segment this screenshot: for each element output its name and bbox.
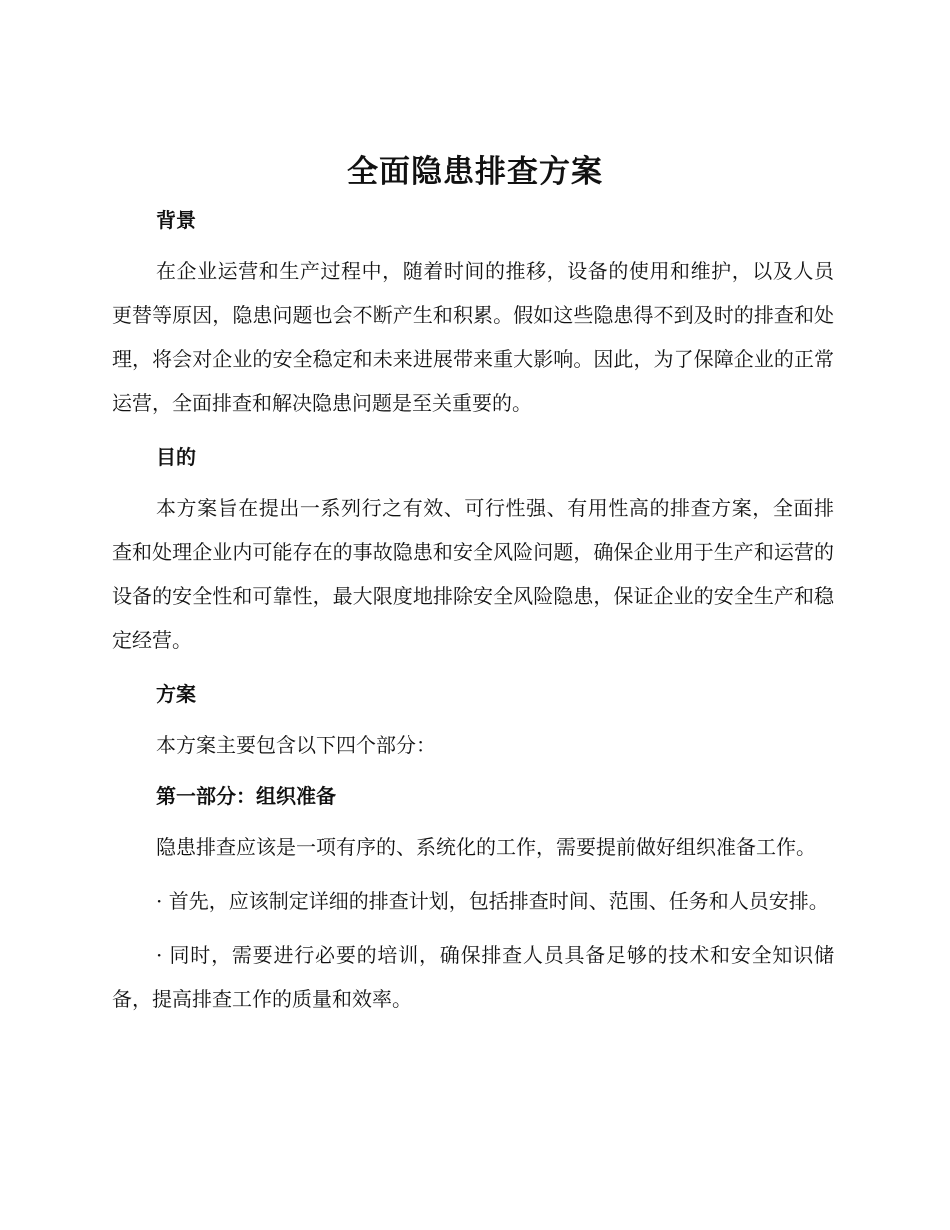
section-heading-purpose: 目的 bbox=[156, 445, 196, 469]
document-body bbox=[112, 198, 834, 1021]
document-title: 全面隐患排查方案 bbox=[347, 154, 603, 190]
paragraph-part1-intro: 隐患排查应该是一项有序的、系统化的工作，需要提前做好组织准备工作。 bbox=[156, 835, 816, 859]
paragraph-plan-intro: 本方案主要包含以下四个部分： bbox=[156, 733, 436, 757]
paragraph-purpose: 本方案旨在提出一系列行之有效、可行性强、有用性高的排查方案，全面排查和处理企业内可能存在的事故隐患和安全风险问题，确保企业用于生产和运营的设备的安全性和可靠性，最大限度地排除安全风险隐患，保证企业的安全生产和稳定经营。 bbox=[112, 496, 834, 652]
section-heading-background: 背景 bbox=[156, 208, 196, 232]
section-heading-plan: 方案 bbox=[156, 682, 196, 706]
subsection-heading-part1: 第一部分：组织准备 bbox=[156, 784, 336, 808]
bullet-item-2: · 同时，需要进行必要的培训，确保排查人员具备足够的技术和安全知识储备，提高排查工作的质量和效率。 bbox=[112, 943, 834, 1011]
paragraph-background: 在企业运营和生产过程中，随着时间的推移，设备的使用和维护，以及人员更替等原因，隐患问题也会不断产生和积累。假如这些隐患得不到及时的排查和处理，将会对企业的安全稳定和未来进展带来重大影响。因此，为了保障企业的正常运营，全面排查和解决隐患问题是至关重要的。 bbox=[112, 259, 834, 415]
bullet-item-1: · 首先，应该制定详细的排查计划，包括排查时间、范围、任务和人员安排。 bbox=[156, 889, 829, 913]
